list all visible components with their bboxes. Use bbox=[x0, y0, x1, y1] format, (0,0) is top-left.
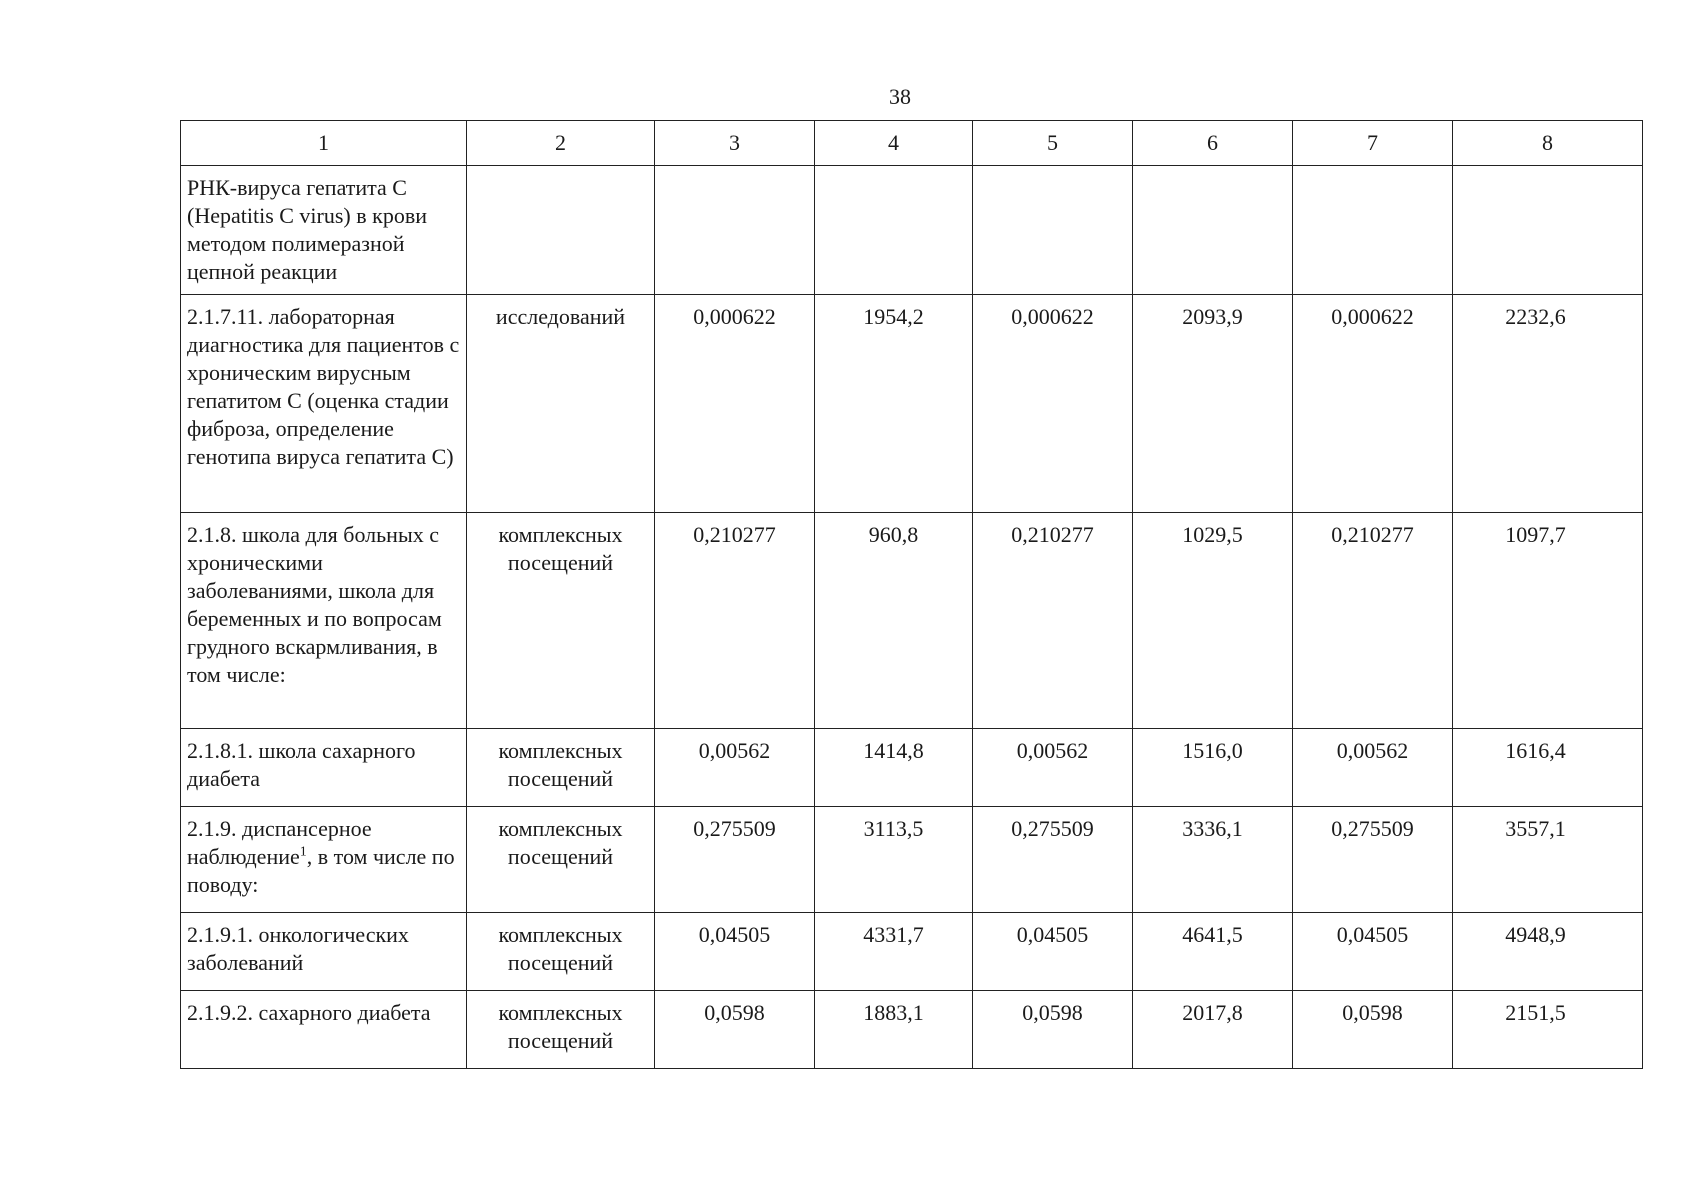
row-name: 2.1.9.1. онкологических заболеваний bbox=[181, 913, 467, 991]
row-value-7: 0,0598 bbox=[1293, 991, 1453, 1069]
row-name-text-cont: , в том числе по поводу: bbox=[187, 844, 455, 897]
row-unit: комплексных посещений bbox=[467, 513, 655, 729]
column-header-6: 6 bbox=[1133, 121, 1293, 166]
row-unit: исследований bbox=[467, 295, 655, 513]
row-value-7: 0,210277 bbox=[1293, 513, 1453, 729]
column-header-2: 2 bbox=[467, 121, 655, 166]
row-unit: комплексных посещений bbox=[467, 807, 655, 913]
row-value-5: 0,210277 bbox=[973, 513, 1133, 729]
row-value-7: 0,04505 bbox=[1293, 913, 1453, 991]
table-row bbox=[181, 807, 1643, 913]
row-value-5: 0,000622 bbox=[973, 295, 1133, 513]
column-header-7: 7 bbox=[1293, 121, 1453, 166]
row-value-6: 1029,5 bbox=[1133, 513, 1293, 729]
row-value-3: 0,04505 bbox=[655, 913, 815, 991]
row-value-3 bbox=[655, 166, 815, 295]
row-value-8 bbox=[1453, 166, 1643, 295]
row-value-7: 0,275509 bbox=[1293, 807, 1453, 913]
row-value-4: 1954,2 bbox=[815, 295, 973, 513]
row-name: 2.1.8.1. школа сахарного диабета bbox=[181, 729, 467, 807]
row-value-6: 2017,8 bbox=[1133, 991, 1293, 1069]
data-table bbox=[180, 120, 1643, 1069]
row-value-5 bbox=[973, 166, 1133, 295]
row-value-6: 3336,1 bbox=[1133, 807, 1293, 913]
row-value-3: 0,000622 bbox=[655, 295, 815, 513]
row-value-7: 0,00562 bbox=[1293, 729, 1453, 807]
row-name-text: 2.1.9. диспансерное наблюдение bbox=[187, 816, 372, 869]
row-name bbox=[181, 807, 467, 913]
row-value-5: 0,275509 bbox=[973, 807, 1133, 913]
row-value-4: 4331,7 bbox=[815, 913, 973, 991]
row-name: РНК-вируса гепатита С (Hepatitis C virus) в крови методом полимеразной цепной реакции bbox=[181, 166, 467, 295]
row-value-8: 1616,4 bbox=[1453, 729, 1643, 807]
row-value-6 bbox=[1133, 166, 1293, 295]
row-name: 2.1.7.11. лабораторная диагностика для пациентов с хроническим вирусным гепатитом С (оценка стадии фиброза, определение генотипа вируса гепатита С) bbox=[181, 295, 467, 513]
row-value-4: 960,8 bbox=[815, 513, 973, 729]
row-unit: комплексных посещений bbox=[467, 913, 655, 991]
row-value-8: 2232,6 bbox=[1453, 295, 1643, 513]
row-unit: комплексных посещений bbox=[467, 729, 655, 807]
column-header-3: 3 bbox=[655, 121, 815, 166]
row-name: 2.1.9.2. сахарного диабета bbox=[181, 991, 467, 1069]
column-header-8: 8 bbox=[1453, 121, 1643, 166]
row-value-7: 0,000622 bbox=[1293, 295, 1453, 513]
row-value-7 bbox=[1293, 166, 1453, 295]
row-value-8: 2151,5 bbox=[1453, 991, 1643, 1069]
row-value-4: 3113,5 bbox=[815, 807, 973, 913]
row-value-3: 0,00562 bbox=[655, 729, 815, 807]
table-row bbox=[181, 166, 1643, 295]
row-value-8: 1097,7 bbox=[1453, 513, 1643, 729]
row-name: 2.1.8. школа для больных с хроническими заболеваниями, школа для беременных и по вопросам грудного вскармливания, в том числе: bbox=[181, 513, 467, 729]
row-unit: комплексных посещений bbox=[467, 991, 655, 1069]
row-value-8: 4948,9 bbox=[1453, 913, 1643, 991]
header-row bbox=[181, 121, 1643, 166]
row-value-5: 0,04505 bbox=[973, 913, 1133, 991]
page-number: 38 bbox=[889, 84, 911, 109]
column-header-5: 5 bbox=[973, 121, 1133, 166]
row-value-3: 0,210277 bbox=[655, 513, 815, 729]
table-row bbox=[181, 729, 1643, 807]
row-value-5: 0,00562 bbox=[973, 729, 1133, 807]
column-header-4: 4 bbox=[815, 121, 973, 166]
row-value-8: 3557,1 bbox=[1453, 807, 1643, 913]
row-value-6: 1516,0 bbox=[1133, 729, 1293, 807]
row-value-5: 0,0598 bbox=[973, 991, 1133, 1069]
row-value-6: 2093,9 bbox=[1133, 295, 1293, 513]
table-row bbox=[181, 991, 1643, 1069]
footnote-marker: 1 bbox=[299, 844, 307, 860]
row-value-4 bbox=[815, 166, 973, 295]
table-row bbox=[181, 913, 1643, 991]
table-row bbox=[181, 295, 1643, 513]
row-value-3: 0,0598 bbox=[655, 991, 815, 1069]
row-unit bbox=[467, 166, 655, 295]
row-value-4: 1414,8 bbox=[815, 729, 973, 807]
row-value-3: 0,275509 bbox=[655, 807, 815, 913]
column-header-1: 1 bbox=[181, 121, 467, 166]
table-row bbox=[181, 513, 1643, 729]
row-value-6: 4641,5 bbox=[1133, 913, 1293, 991]
row-value-4: 1883,1 bbox=[815, 991, 973, 1069]
